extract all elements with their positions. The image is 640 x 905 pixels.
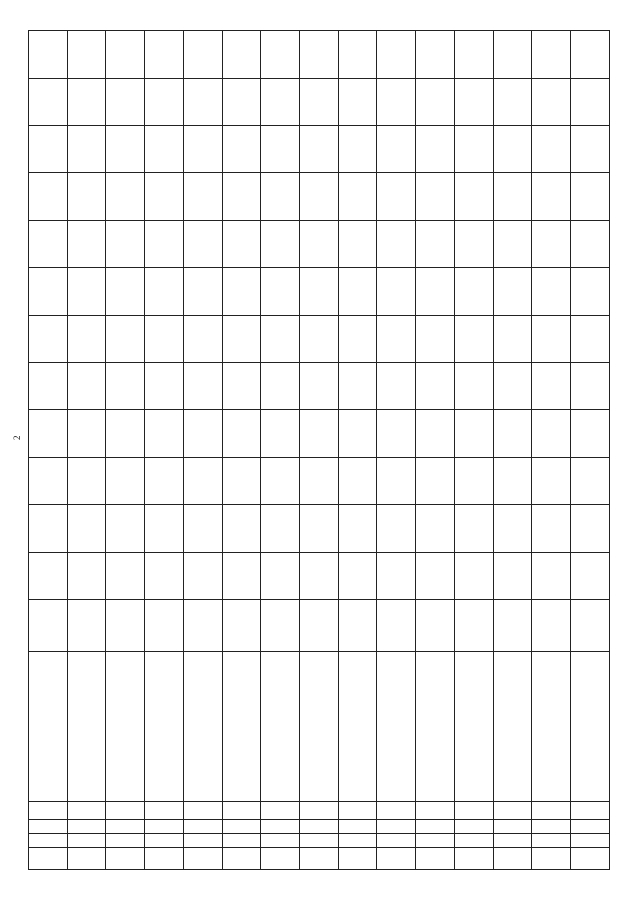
indicator-name-cell	[416, 652, 455, 802]
table-cell	[454, 802, 493, 820]
table-cell	[145, 505, 184, 552]
table-cell	[300, 802, 339, 820]
indicator-name-cell	[106, 652, 145, 802]
table-cell	[183, 552, 222, 599]
table-cell	[416, 268, 455, 315]
indicator-name-cell	[67, 652, 106, 802]
table-cell	[571, 31, 610, 79]
table-cell	[222, 505, 261, 552]
indicator-name-cell	[571, 652, 610, 802]
table-cell	[261, 268, 300, 315]
table-cell	[145, 125, 184, 172]
table-cell	[29, 802, 68, 820]
table-cell	[571, 362, 610, 409]
table-cell	[67, 315, 106, 362]
table-cell	[571, 268, 610, 315]
table-cell	[183, 848, 222, 870]
table-cell	[145, 268, 184, 315]
table-cell	[493, 600, 532, 652]
table-cell	[571, 78, 610, 125]
table-cell	[300, 410, 339, 457]
table-cell	[222, 220, 261, 267]
table-row	[377, 31, 416, 870]
table-cell	[454, 457, 493, 504]
indicator-name-cell	[261, 652, 300, 802]
table-cell	[145, 410, 184, 457]
table-cell	[338, 552, 377, 599]
table-cell	[300, 848, 339, 870]
table-cell	[338, 457, 377, 504]
table-cell	[183, 31, 222, 79]
table-cell	[106, 268, 145, 315]
table-cell	[338, 834, 377, 848]
table-cell	[145, 315, 184, 362]
table-cell	[222, 125, 261, 172]
table-cell	[377, 600, 416, 652]
table-cell	[493, 505, 532, 552]
table-cell	[67, 820, 106, 834]
table-cell	[29, 820, 68, 834]
table-cell	[183, 268, 222, 315]
table-cell	[106, 834, 145, 848]
table-cell	[338, 125, 377, 172]
table-cell	[300, 268, 339, 315]
table-cell	[532, 31, 571, 79]
table-cell	[454, 78, 493, 125]
table-cell	[183, 315, 222, 362]
table-cell	[338, 315, 377, 362]
table-row	[29, 31, 68, 870]
table-cell	[261, 31, 300, 79]
table-cell	[338, 31, 377, 79]
table-cell	[183, 410, 222, 457]
table-cell	[261, 552, 300, 599]
table-cell	[67, 802, 106, 820]
table-cell	[222, 600, 261, 652]
table-cell	[29, 268, 68, 315]
table-cell	[106, 802, 145, 820]
indicator-name-cell	[454, 652, 493, 802]
table-cell	[571, 802, 610, 820]
table-cell	[532, 220, 571, 267]
table-cell	[571, 834, 610, 848]
document-sheet	[28, 30, 610, 870]
table-cell	[454, 552, 493, 599]
table-body	[29, 31, 610, 870]
table-cell	[106, 78, 145, 125]
table-cell	[532, 268, 571, 315]
table-cell	[493, 820, 532, 834]
table-cell	[416, 457, 455, 504]
table-cell	[571, 600, 610, 652]
table-cell	[261, 362, 300, 409]
table-cell	[571, 410, 610, 457]
table-cell	[67, 78, 106, 125]
table-cell	[493, 552, 532, 599]
table-cell	[29, 848, 68, 870]
table-cell	[416, 802, 455, 820]
table-cell	[222, 457, 261, 504]
table-cell	[416, 315, 455, 362]
table-cell	[377, 315, 416, 362]
table-cell	[416, 410, 455, 457]
table-cell	[67, 834, 106, 848]
table-cell	[377, 362, 416, 409]
table-cell	[300, 125, 339, 172]
table-cell	[106, 552, 145, 599]
table-cell	[145, 173, 184, 220]
table-cell	[454, 315, 493, 362]
table-cell	[532, 820, 571, 834]
table-cell	[532, 457, 571, 504]
table-cell	[29, 362, 68, 409]
table-cell	[571, 457, 610, 504]
table-row	[222, 31, 261, 870]
table-cell	[416, 505, 455, 552]
table-row	[183, 31, 222, 870]
table-cell	[106, 220, 145, 267]
table-cell	[29, 600, 68, 652]
table-cell	[454, 173, 493, 220]
table-cell	[377, 552, 416, 599]
table-cell	[222, 848, 261, 870]
table-cell	[493, 362, 532, 409]
indicator-name-cell	[338, 652, 377, 802]
table-cell	[493, 268, 532, 315]
table-cell	[571, 125, 610, 172]
table-cell	[493, 410, 532, 457]
table-cell	[67, 362, 106, 409]
table-cell	[67, 31, 106, 79]
table-cell	[106, 125, 145, 172]
table-cell	[261, 78, 300, 125]
table-cell	[145, 552, 184, 599]
table-cell	[377, 220, 416, 267]
table-cell	[145, 78, 184, 125]
table-cell	[571, 173, 610, 220]
table-cell	[377, 173, 416, 220]
table-cell	[493, 125, 532, 172]
table-cell	[222, 410, 261, 457]
table-cell	[377, 410, 416, 457]
rotated-table-frame	[28, 30, 610, 870]
table-cell	[300, 220, 339, 267]
table-cell	[261, 802, 300, 820]
indicator-name-cell	[493, 652, 532, 802]
table-cell	[261, 834, 300, 848]
indicator-name-cell	[222, 652, 261, 802]
indicator-name-cell	[29, 652, 68, 802]
table-cell	[222, 78, 261, 125]
indicator-name-cell	[377, 652, 416, 802]
table-cell	[183, 505, 222, 552]
table-cell	[454, 505, 493, 552]
table-cell	[222, 820, 261, 834]
table-cell	[145, 802, 184, 820]
table-cell	[183, 78, 222, 125]
table-cell	[222, 315, 261, 362]
indicator-name-cell	[532, 652, 571, 802]
table-cell	[261, 315, 300, 362]
table-cell	[300, 457, 339, 504]
table-cell	[67, 552, 106, 599]
table-row	[532, 31, 571, 870]
table-cell	[377, 505, 416, 552]
table-cell	[29, 552, 68, 599]
table-row	[145, 31, 184, 870]
table-cell	[106, 820, 145, 834]
table-cell	[67, 410, 106, 457]
table-cell	[261, 848, 300, 870]
indicator-name-cell	[183, 652, 222, 802]
table-cell	[183, 457, 222, 504]
table-cell	[106, 315, 145, 362]
table-cell	[416, 173, 455, 220]
table-cell	[183, 802, 222, 820]
table-cell	[338, 505, 377, 552]
table-cell	[493, 173, 532, 220]
table-cell	[183, 362, 222, 409]
table-cell	[377, 802, 416, 820]
table-cell	[338, 820, 377, 834]
table-cell	[571, 552, 610, 599]
table-cell	[377, 268, 416, 315]
table-cell	[145, 31, 184, 79]
table-cell	[454, 848, 493, 870]
table-cell	[532, 600, 571, 652]
table-cell	[454, 31, 493, 79]
table-cell	[183, 220, 222, 267]
table-cell	[106, 457, 145, 504]
table-cell	[493, 220, 532, 267]
table-cell	[67, 268, 106, 315]
table-cell	[261, 457, 300, 504]
table-cell	[145, 600, 184, 652]
table-cell	[261, 600, 300, 652]
table-cell	[377, 820, 416, 834]
table-cell	[416, 31, 455, 79]
table-cell	[222, 173, 261, 220]
table-cell	[532, 362, 571, 409]
table-cell	[300, 505, 339, 552]
table-cell	[29, 31, 68, 79]
table-cell	[493, 848, 532, 870]
table-cell	[454, 268, 493, 315]
table-row	[571, 31, 610, 870]
table-cell	[532, 802, 571, 820]
table-cell	[29, 505, 68, 552]
table-cell	[454, 600, 493, 652]
table-cell	[416, 125, 455, 172]
table-cell	[377, 125, 416, 172]
table-cell	[67, 220, 106, 267]
table-cell	[571, 220, 610, 267]
table-cell	[532, 505, 571, 552]
table-cell	[300, 78, 339, 125]
table-cell	[145, 848, 184, 870]
table-cell	[532, 78, 571, 125]
table-cell	[67, 505, 106, 552]
table-row	[106, 31, 145, 870]
table-row	[454, 31, 493, 870]
table-cell	[338, 220, 377, 267]
table-cell	[454, 410, 493, 457]
table-cell	[29, 834, 68, 848]
table-cell	[222, 362, 261, 409]
table-cell	[532, 410, 571, 457]
table-cell	[377, 78, 416, 125]
table-cell	[67, 600, 106, 652]
table-cell	[300, 600, 339, 652]
table-cell	[532, 848, 571, 870]
table-cell	[222, 552, 261, 599]
table-cell	[338, 78, 377, 125]
table-row	[67, 31, 106, 870]
table-cell	[29, 220, 68, 267]
table-cell	[67, 125, 106, 172]
indicator-name-cell	[145, 652, 184, 802]
table-cell	[29, 125, 68, 172]
table-cell	[416, 362, 455, 409]
table-cell	[532, 315, 571, 362]
table-cell	[261, 820, 300, 834]
table-cell	[532, 834, 571, 848]
table-cell	[571, 315, 610, 362]
table-cell	[493, 31, 532, 79]
table-cell	[416, 848, 455, 870]
table-cell	[571, 505, 610, 552]
table-cell	[183, 834, 222, 848]
table-cell	[145, 457, 184, 504]
table-cell	[338, 362, 377, 409]
table-cell	[377, 848, 416, 870]
table-cell	[454, 362, 493, 409]
table-cell	[106, 362, 145, 409]
table-cell	[67, 457, 106, 504]
table-row	[493, 31, 532, 870]
table-row	[261, 31, 300, 870]
table-cell	[222, 802, 261, 820]
table-cell	[493, 834, 532, 848]
table-cell	[67, 173, 106, 220]
table-cell	[67, 848, 106, 870]
table-row	[416, 31, 455, 870]
table-cell	[416, 552, 455, 599]
table-cell	[493, 802, 532, 820]
table-cell	[493, 315, 532, 362]
table-cell	[29, 78, 68, 125]
table-cell	[416, 220, 455, 267]
table-cell	[416, 78, 455, 125]
table-cell	[377, 31, 416, 79]
table-cell	[261, 410, 300, 457]
table-cell	[29, 173, 68, 220]
table-cell	[377, 834, 416, 848]
table-cell	[261, 173, 300, 220]
table-cell	[183, 820, 222, 834]
table-cell	[106, 848, 145, 870]
table-cell	[145, 362, 184, 409]
table-cell	[338, 173, 377, 220]
table-row	[300, 31, 339, 870]
table-cell	[338, 410, 377, 457]
table-cell	[145, 220, 184, 267]
table-cell	[183, 600, 222, 652]
table-cell	[300, 834, 339, 848]
table-row	[338, 31, 377, 870]
table-cell	[300, 820, 339, 834]
table-cell	[183, 125, 222, 172]
table-cell	[222, 834, 261, 848]
table-cell	[145, 834, 184, 848]
table-cell	[338, 268, 377, 315]
table-cell	[106, 31, 145, 79]
indicators-table	[28, 30, 610, 870]
table-cell	[493, 78, 532, 125]
table-cell	[416, 820, 455, 834]
table-cell	[338, 600, 377, 652]
table-cell	[338, 802, 377, 820]
table-cell	[416, 600, 455, 652]
table-cell	[300, 362, 339, 409]
table-cell	[106, 505, 145, 552]
table-cell	[222, 268, 261, 315]
table-cell	[261, 125, 300, 172]
table-cell	[377, 457, 416, 504]
table-cell	[29, 457, 68, 504]
table-cell	[454, 220, 493, 267]
table-cell	[571, 820, 610, 834]
table-cell	[300, 315, 339, 362]
table-cell	[29, 315, 68, 362]
table-cell	[145, 820, 184, 834]
table-cell	[300, 31, 339, 79]
table-cell	[454, 834, 493, 848]
table-cell	[222, 31, 261, 79]
table-cell	[493, 457, 532, 504]
page-number: 2	[12, 435, 22, 440]
table-cell	[532, 173, 571, 220]
table-cell	[454, 125, 493, 172]
table-cell	[106, 173, 145, 220]
table-cell	[532, 552, 571, 599]
table-cell	[416, 834, 455, 848]
table-cell	[338, 848, 377, 870]
table-cell	[532, 125, 571, 172]
table-cell	[571, 848, 610, 870]
table-cell	[106, 410, 145, 457]
table-cell	[106, 600, 145, 652]
table-cell	[300, 173, 339, 220]
table-cell	[261, 505, 300, 552]
table-cell	[29, 410, 68, 457]
table-cell	[300, 552, 339, 599]
indicator-name-cell	[300, 652, 339, 802]
table-cell	[183, 173, 222, 220]
table-cell	[454, 820, 493, 834]
table-cell	[261, 220, 300, 267]
